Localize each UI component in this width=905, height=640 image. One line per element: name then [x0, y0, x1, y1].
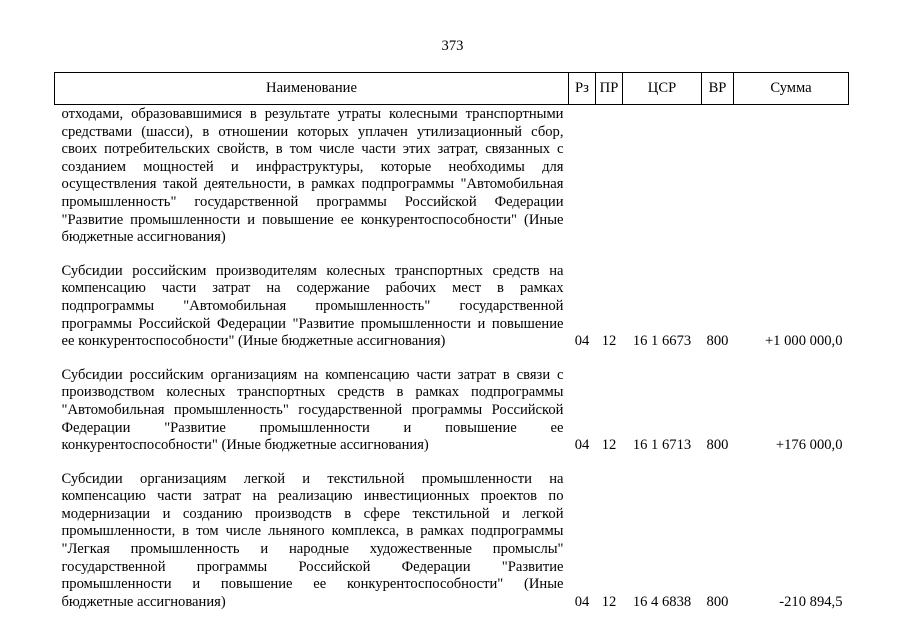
row-pr: 12 [601, 593, 617, 610]
row-sum: +1 000 000,0 [764, 333, 843, 350]
row-spacer [55, 455, 849, 471]
table-body [55, 105, 849, 612]
row-name-line: "Легкая промышленность и народные художественные промыслы" [61, 541, 564, 558]
row-name-line: созданием мощностей и инфраструктуры, которые необходимы для [61, 158, 564, 175]
row-name-line: компенсацию части затрат на содержание рабочих мест в рамках [61, 280, 564, 297]
row-csr: 16 4 6838 [632, 593, 692, 610]
row-name [55, 367, 569, 455]
row-name-line: промышленности, в том числе льняного комплекса, в рамках подпрограммы [61, 523, 564, 540]
header-vr: ВР [702, 73, 734, 105]
row-name-line: модернизации и созданию производств в сфере текстильной и легкой [61, 505, 564, 522]
header-name: Наименование [55, 73, 569, 105]
row-pr: 12 [601, 333, 617, 350]
budget-table [54, 72, 849, 611]
row-spacer [55, 351, 849, 367]
table-header-row [55, 73, 849, 105]
table-row [55, 263, 849, 351]
row-pr: 12 [601, 437, 617, 454]
row-name-line: отходами, образовавшимися в результате утраты колесными транспортными [61, 106, 564, 122]
row-pr [596, 105, 623, 247]
row-name-line: производством колесных транспортных средств в рамках подпрограммы [61, 384, 564, 401]
header-sum: Сумма [734, 73, 849, 105]
row-name-line: компенсацию части затрат на реализацию инвестиционных проектов по [61, 488, 564, 505]
row-spacer-cell [55, 247, 849, 263]
row-rz: 04 [574, 333, 590, 350]
row-name-line: бюджетные ассигнования) [61, 229, 226, 246]
row-name [55, 471, 569, 612]
row-name [55, 263, 569, 351]
row-name-line: промышленности и повышение ее конкурентоспособности" (Иные [61, 576, 564, 593]
row-name-line: своих потребительских свойств, в том числе части этих затрат, связанных с [61, 141, 564, 158]
row-name-line: Субсидии российским организациям на компенсацию части затрат в связи с [61, 366, 564, 383]
row-spacer-cell [55, 351, 849, 367]
row-sum [734, 105, 849, 247]
table-row [55, 367, 849, 455]
row-vr: 800 [706, 593, 729, 610]
row-rz [569, 105, 596, 247]
row-csr: 16 1 6713 [632, 437, 692, 454]
row-vr: 800 [706, 437, 729, 454]
row-spacer [55, 247, 849, 263]
header-pr: ПР [596, 73, 623, 105]
row-name-line: Федерации "Развитие промышленности и повышение ее [61, 419, 564, 436]
row-sum: +176 000,0 [775, 437, 843, 454]
row-vr [702, 105, 734, 247]
row-sum: -210 894,5 [779, 593, 843, 610]
row-csr: 16 1 6673 [632, 333, 692, 350]
row-name-line: средствами (шасси), в отношении которых уплачен утилизационный сбор, [61, 123, 564, 140]
row-name-line: подпрограммы "Автомобильная промышленность" государственной [61, 297, 564, 314]
row-name-line: конкурентоспособности" (Иные бюджетные ассигнования) [61, 437, 429, 454]
row-spacer-cell [55, 455, 849, 471]
row-name-line: промышленность" государственной программы Российской Федерации [61, 193, 564, 210]
page-number: 373 [441, 38, 464, 54]
row-rz: 04 [574, 593, 590, 610]
row-name-line: Субсидии российским производителям колесных транспортных средств на [61, 262, 564, 279]
table-row [55, 471, 849, 612]
table-row [55, 105, 849, 247]
row-name-line: "Автомобильная промышленность" государственной программы Российской [61, 401, 564, 418]
row-name-line: осуществления такой деятельности, в рамках подпрограммы "Автомобильная [61, 176, 564, 193]
row-name-line: программы Российской Федерации "Развитие промышленности и повышение [61, 315, 564, 332]
row-rz: 04 [574, 437, 590, 454]
row-name-line: "Развитие промышленности и повышение ее конкурентоспособности" (Иные [61, 211, 564, 228]
row-csr [623, 105, 702, 247]
row-name [55, 105, 569, 247]
header-csr: ЦСР [623, 73, 702, 105]
row-name-line: Субсидии организациям легкой и текстильной промышленности на [61, 470, 564, 487]
row-name-line: государственной программы Российской Федерации "Развитие [61, 558, 564, 575]
row-name-line: ее конкурентоспособности" (Иные бюджетные ассигнования) [61, 333, 446, 350]
row-name-line: бюджетные ассигнования) [61, 593, 226, 610]
row-vr: 800 [706, 333, 729, 350]
header-rz: Рз [569, 73, 596, 105]
